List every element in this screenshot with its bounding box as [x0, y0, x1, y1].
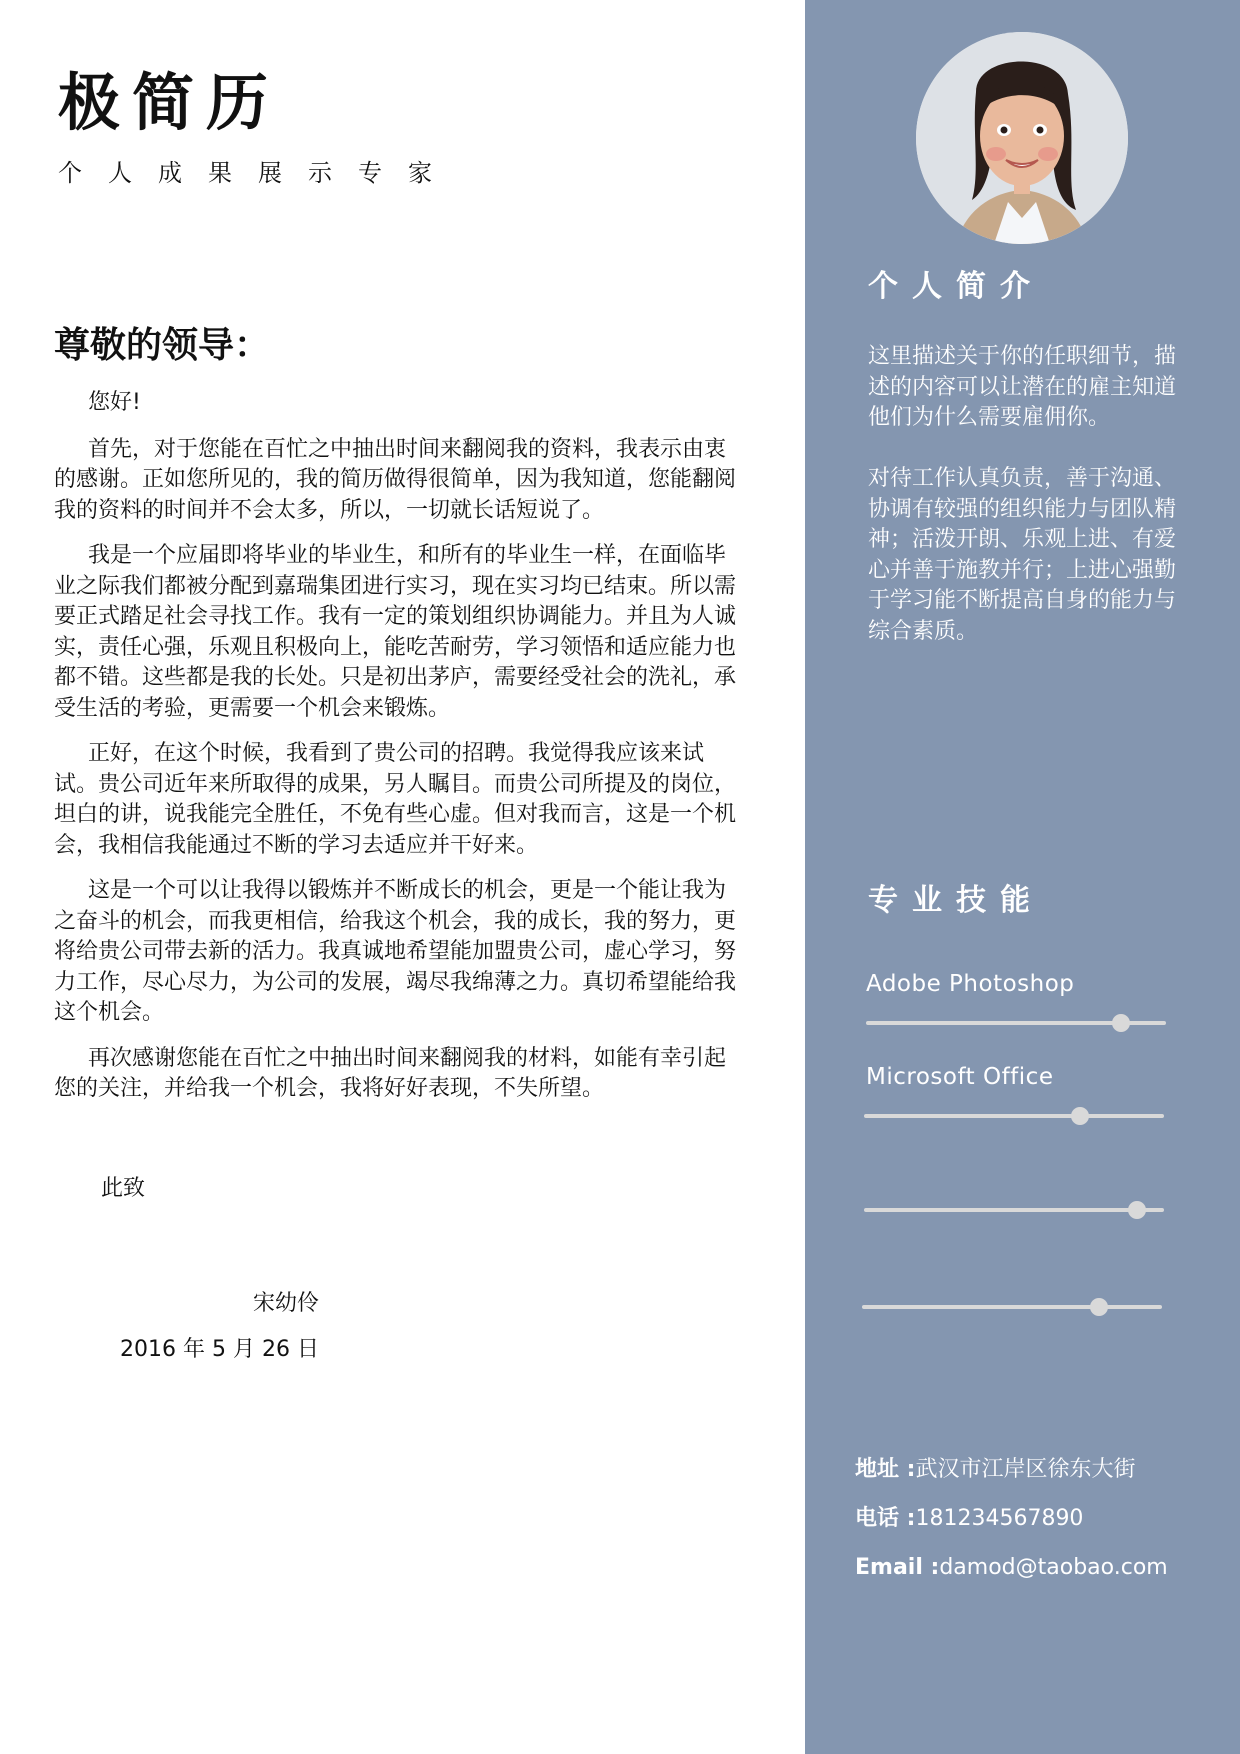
profile-text-2	[868, 464, 1186, 647]
contact-address-value: 武汉市江岸区徐东大街	[915, 1457, 1136, 1482]
skills-title: 专业技能	[868, 883, 1044, 918]
letter-date: 2016 年 5 月 26 日	[120, 1337, 319, 1362]
letter-paragraph: 首先，对于您能在百忙之中抽出时间来翻阅我的资料，我表示由衷的感谢。正如您所见的，我的简历做得很简单，因为我知道，您能翻阅我的资料的时间并不会太多，所以，一切就长话短说了。	[54, 436, 737, 523]
profile-paragraph: 对待工作认真负责，善于沟通、协调有较强的组织能力与团队精神；活泼开朗、乐观上进、有爱心并善于施教并行；上进心强勤于学习能不断提高自身的能力与综合素质。	[868, 466, 1177, 644]
page-title: 极简历	[58, 66, 281, 139]
skill-label: Microsoft Office	[866, 1064, 1054, 1090]
letter-greeting: 尊敬的领导：	[54, 325, 271, 366]
contact-email	[855, 1557, 1168, 1579]
skill-bar	[864, 1114, 1164, 1118]
letter-closing: 此致	[101, 1176, 146, 1201]
skill-label: Adobe Photoshop	[866, 971, 1075, 997]
letter-signer: 宋幼伶	[252, 1291, 319, 1316]
page-subtitle: 个人成果展示专家	[58, 159, 458, 187]
contact-phone	[855, 1508, 1083, 1530]
skill-bar	[864, 1208, 1164, 1212]
skill-level-knob	[1071, 1107, 1089, 1125]
letter-paragraph: 再次感谢您能在百忙之中抽出时间来翻阅我的材料，如能有幸引起您的关注，并给我一个机会，我将好好表现，不失所望。	[54, 1045, 727, 1101]
contact-phone-label: 电话 :	[855, 1506, 916, 1531]
letter-hello: 您好!	[88, 390, 141, 415]
skill-level-knob	[1112, 1014, 1130, 1032]
letter-paragraph: 这是一个可以让我得以锻炼并不断成长的机会，更是一个能让我为之奋斗的机会，而我更相信，给我这个机会，我的成长，我的努力，更将给贵公司带去新的活力。我真诚地希望能加盟贵公司，虚心学习，努力工作，尽心尽力，为公司的发展，竭尽我绵薄之力。真切希望能给我这个机会。	[54, 878, 737, 1025]
letter-paragraph: 正好，在这个时候，我看到了贵公司的招聘。我觉得我应该来试试。贵公司近年来所取得的成果，另人瞩目。而贵公司所提及的岗位，坦白的讲，说我能完全胜任，不免有些心虚。但对我而言，这是一个机会，我相信我能通过不断的学习去适应并干好来。	[54, 741, 737, 858]
contact-phone-value: 181234567890	[915, 1506, 1084, 1531]
contact-email-label: Email :	[855, 1555, 940, 1580]
skill-level-knob	[1090, 1298, 1108, 1316]
letter-paragraph: 我是一个应届即将毕业的毕业生，和所有的毕业生一样，在面临毕业之际我们都被分配到嘉瑞集团进行实习，现在实习均已结束。所以需要正式踏足社会寻找工作。我有一定的策划组织协调能力。并且为人诚实，责任心强，乐观且积极向上，能吃苦耐劳，学习领悟和适应能力也都不错。这些都是我的长处。只是初出茅庐，需要经受社会的洗礼，承受生活的考验，更需要一个机会来锻炼。	[54, 543, 737, 721]
portrait-image	[916, 32, 1128, 244]
letter-body	[54, 388, 744, 1120]
skill-level-knob	[1128, 1201, 1146, 1219]
skill-bar	[866, 1021, 1166, 1025]
contact-address	[855, 1459, 1135, 1481]
profile-paragraph: 这里描述关于你的任职细节，描述的内容可以让潜在的雇主知道他们为什么需要雇佣你。	[868, 344, 1177, 430]
sidebar	[805, 0, 1240, 1754]
skill-bar	[862, 1305, 1162, 1309]
profile-text	[868, 342, 1186, 434]
avatar	[916, 32, 1128, 244]
contact-address-label: 地址 :	[855, 1457, 916, 1482]
contact-email-value: damod@taobao.com	[939, 1555, 1168, 1580]
profile-title: 个人简介	[868, 269, 1044, 304]
